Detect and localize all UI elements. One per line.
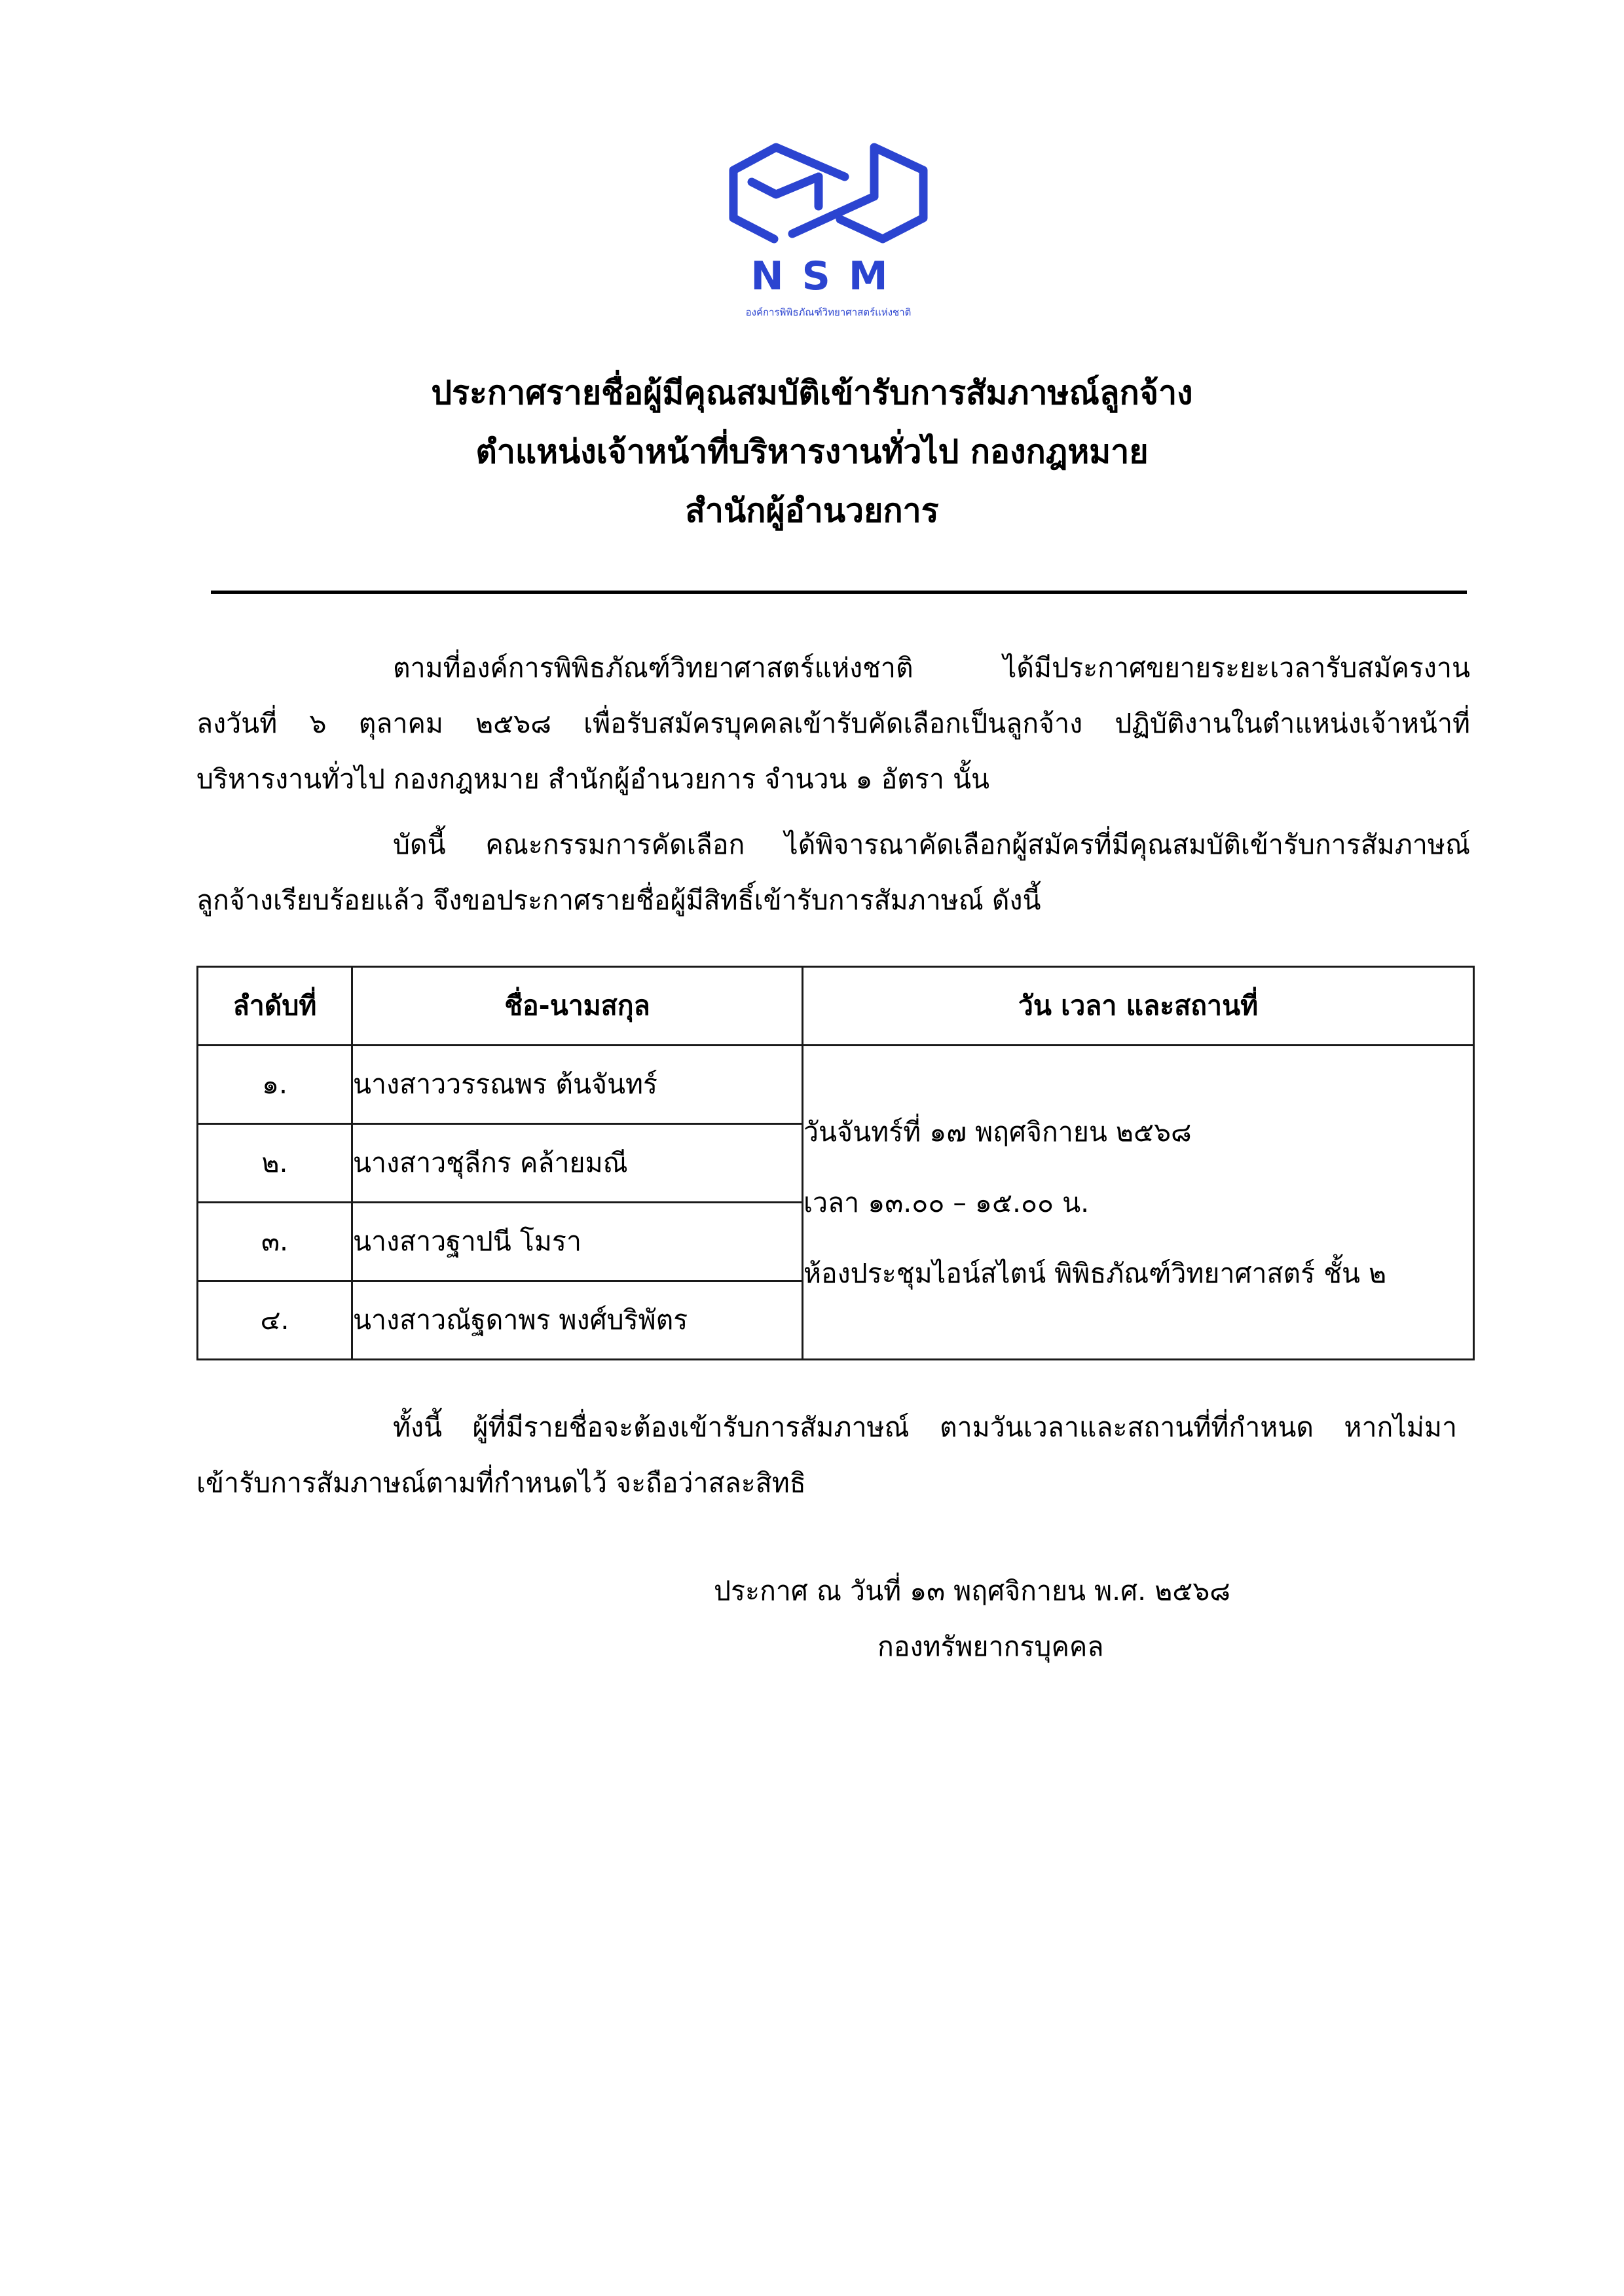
page-title-line-2: ตำแหน่งเจ้าหน้าที่บริหารงานทั่วไป กองกฎหมาย [475,433,1149,471]
paragraph-1-line-2: ลงวันที่ ๖ ตุลาคม ๒๕๖๘ เพื่อรับสมัครบุคคลเข้ารับคัดเลือกเป็นลูกจ้าง ปฏิบัติงานในตำแหน่งเจ้าหน้าที่ [196,708,1470,739]
paragraph-3-line-1: ทั้งนี้ ผู้ที่มีรายชื่อจะต้องเข้ารับการสัมภาษณ์ ตามวันเวลาและสถานที่ที่กำหนด หากไม่มา [393,1412,1457,1443]
row-number: ๑. [198,1046,352,1124]
paragraph-1-line-3: บริหารงานทั่วไป กองกฎหมาย สำนักผู้อำนวยการ จำนวน ๑ อัตรา นั้น [196,763,990,795]
announcement-date: ประกาศ ณ วันที่ ๑๓ พฤศจิกายน พ.ศ. ๒๕๖๘ [714,1575,1230,1607]
page-title-line-1: ประกาศรายชื่อผู้มีคุณสมบัติเข้ารับการสัมภาษณ์ลูกจ้าง [431,374,1193,412]
nsm-logo-mark-icon [727,141,930,255]
row-number: ๓. [198,1203,352,1281]
interview-place: ห้องประชุมไอน์สไตน์ พิพิธภัณฑ์วิทยาศาสตร์ ชั้น ๒ [803,1257,1387,1289]
paragraph-3-line-2: เข้ารับการสัมภาษณ์ตามที่กำหนดไว้ จะถือว่าสละสิทธิ [196,1467,806,1499]
paragraph-2-line-1: บัดนี้ คณะกรรมการคัดเลือก ได้พิจารณาคัดเลือกผู้สมัครที่มีคุณสมบัติเข้ารับการสัมภาษณ์ [393,829,1470,860]
paragraph-2-line-2: ลูกจ้างเรียบร้อยแล้ว จึงขอประกาศรายชื่อผู้มีสิทธิ์เข้ารับการสัมภาษณ์ ดังนี้ [196,884,1041,916]
nsm-logo-text [727,255,930,301]
row-number: ๔. [198,1281,352,1360]
header-schedule: วัน เวลา และสถานที่ [803,967,1474,1046]
interview-date: วันจันทร์ที่ ๑๗ พฤศจิกายน ๒๕๖๘ [803,1116,1192,1148]
nsm-logo [727,141,930,331]
header-order: ลำดับที่ [198,967,352,1046]
table-row [198,1046,1474,1124]
candidate-name: นางสาวชุลีกร คล้ายมณี [352,1124,803,1203]
page-title-line-3: สำนักผู้อำนวยการ [685,492,939,530]
logo-caption: องค์การพิพิธภัณฑ์วิทยาศาสตร์แห่งชาติ [745,306,912,318]
table-header-row [198,967,1474,1046]
candidate-name: นางสาวณัฐดาพร พงศ์บริพัตร [352,1281,803,1360]
interview-table [196,966,1475,1360]
title-divider [211,591,1467,594]
interview-time: เวลา ๑๓.๐๐ – ๑๕.๐๐ น. [803,1186,1090,1218]
schedule-cell [803,1046,1474,1360]
row-number: ๒. [198,1124,352,1203]
issuing-department: กองทรัพยากรบุคคล [877,1631,1104,1662]
candidate-name: นางสาวฐาปนี โมรา [352,1203,803,1281]
header-name: ชื่อ-นามสกุล [352,967,803,1046]
paragraph-1-line-1: ตามที่องค์การพิพิธภัณฑ์วิทยาศาสตร์แห่งชาติ ได้มีประกาศขยายระยะเวลารับสมัครงาน [393,652,1470,683]
svg-text:NSM: NSM [750,255,906,299]
candidate-name: นางสาววรรณพร ต้นจันทร์ [352,1046,803,1124]
